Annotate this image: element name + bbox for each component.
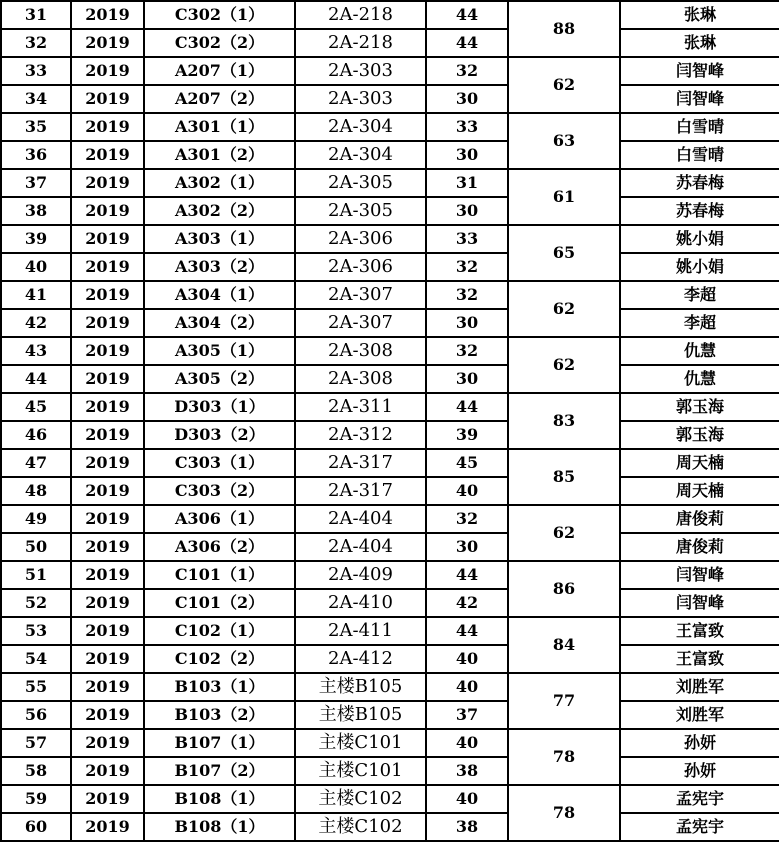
year-cell: 2019 (71, 337, 144, 365)
row-number-cell: 47 (1, 449, 71, 477)
student-count-cell: 38 (426, 757, 508, 785)
teacher-name-cell: 郭玉海 (620, 421, 779, 449)
total-count-cell: 62 (508, 57, 620, 113)
table-row (1, 645, 779, 673)
student-count-cell: 44 (426, 617, 508, 645)
teacher-name-cell: 白雪晴 (620, 113, 779, 141)
row-number-cell: 41 (1, 281, 71, 309)
student-count-cell: 37 (426, 701, 508, 729)
class-cell: B107（2） (144, 757, 295, 785)
teacher-name-cell: 刘胜军 (620, 701, 779, 729)
table-body (1, 1, 779, 841)
year-cell: 2019 (71, 225, 144, 253)
class-cell: C302（1） (144, 1, 295, 29)
table-row (1, 393, 779, 421)
room-cell: 2A-304 (295, 113, 426, 141)
row-number-cell: 50 (1, 533, 71, 561)
year-cell: 2019 (71, 309, 144, 337)
class-cell: C303（1） (144, 449, 295, 477)
room-cell: 2A-305 (295, 197, 426, 225)
student-count-cell: 33 (426, 225, 508, 253)
student-count-cell: 30 (426, 365, 508, 393)
teacher-name-cell: 郭玉海 (620, 393, 779, 421)
total-count-cell: 62 (508, 337, 620, 393)
teacher-name-cell: 张琳 (620, 29, 779, 57)
room-cell: 2A-410 (295, 589, 426, 617)
year-cell: 2019 (71, 365, 144, 393)
table-row (1, 589, 779, 617)
room-cell: 2A-307 (295, 309, 426, 337)
teacher-name-cell: 王富致 (620, 617, 779, 645)
table-row (1, 701, 779, 729)
table-row (1, 29, 779, 57)
room-cell: 主楼B105 (295, 673, 426, 701)
table-row (1, 197, 779, 225)
row-number-cell: 56 (1, 701, 71, 729)
student-count-cell: 40 (426, 673, 508, 701)
year-cell: 2019 (71, 533, 144, 561)
teacher-name-cell: 苏春梅 (620, 169, 779, 197)
teacher-name-cell: 姚小娟 (620, 253, 779, 281)
table-row (1, 729, 779, 757)
room-cell: 主楼B105 (295, 701, 426, 729)
total-count-cell: 83 (508, 393, 620, 449)
room-cell: 主楼C101 (295, 729, 426, 757)
year-cell: 2019 (71, 253, 144, 281)
row-number-cell: 39 (1, 225, 71, 253)
table-row (1, 253, 779, 281)
table-row (1, 561, 779, 589)
row-number-cell: 57 (1, 729, 71, 757)
total-count-cell: 65 (508, 225, 620, 281)
row-number-cell: 40 (1, 253, 71, 281)
teacher-name-cell: 李超 (620, 309, 779, 337)
room-cell: 2A-412 (295, 645, 426, 673)
student-count-cell: 30 (426, 141, 508, 169)
total-count-cell: 78 (508, 785, 620, 841)
table-row (1, 281, 779, 309)
room-cell: 主楼C102 (295, 813, 426, 841)
class-cell: C102（1） (144, 617, 295, 645)
room-cell: 2A-317 (295, 477, 426, 505)
table-row (1, 57, 779, 85)
class-cell: C303（2） (144, 477, 295, 505)
teacher-name-cell: 闫智峰 (620, 561, 779, 589)
row-number-cell: 42 (1, 309, 71, 337)
room-cell: 主楼C102 (295, 785, 426, 813)
class-cell: A303（1） (144, 225, 295, 253)
room-cell: 2A-312 (295, 421, 426, 449)
year-cell: 2019 (71, 701, 144, 729)
year-cell: 2019 (71, 85, 144, 113)
year-cell: 2019 (71, 1, 144, 29)
class-cell: D303（1） (144, 393, 295, 421)
teacher-name-cell: 刘胜军 (620, 673, 779, 701)
total-count-cell: 62 (508, 505, 620, 561)
year-cell: 2019 (71, 785, 144, 813)
teacher-name-cell: 唐俊莉 (620, 505, 779, 533)
class-cell: C302（2） (144, 29, 295, 57)
teacher-name-cell: 孟宪宇 (620, 813, 779, 841)
student-count-cell: 38 (426, 813, 508, 841)
row-number-cell: 36 (1, 141, 71, 169)
row-number-cell: 34 (1, 85, 71, 113)
table-row (1, 785, 779, 813)
class-cell: C102（2） (144, 645, 295, 673)
table-row (1, 813, 779, 841)
class-cell: A301（1） (144, 113, 295, 141)
table-row (1, 477, 779, 505)
total-count-cell: 88 (508, 1, 620, 57)
teacher-name-cell: 闫智峰 (620, 57, 779, 85)
row-number-cell: 52 (1, 589, 71, 617)
class-cell: A304（1） (144, 281, 295, 309)
row-number-cell: 54 (1, 645, 71, 673)
table-row (1, 617, 779, 645)
class-cell: A207（1） (144, 57, 295, 85)
table-row (1, 309, 779, 337)
student-count-cell: 32 (426, 57, 508, 85)
year-cell: 2019 (71, 281, 144, 309)
row-number-cell: 60 (1, 813, 71, 841)
year-cell: 2019 (71, 813, 144, 841)
row-number-cell: 45 (1, 393, 71, 421)
table-row (1, 1, 779, 29)
student-count-cell: 42 (426, 589, 508, 617)
student-count-cell: 44 (426, 29, 508, 57)
year-cell: 2019 (71, 29, 144, 57)
total-count-cell: 62 (508, 281, 620, 337)
year-cell: 2019 (71, 169, 144, 197)
row-number-cell: 59 (1, 785, 71, 813)
class-cell: B108（1） (144, 785, 295, 813)
table-row (1, 141, 779, 169)
student-count-cell: 40 (426, 477, 508, 505)
table-row (1, 505, 779, 533)
student-count-cell: 30 (426, 85, 508, 113)
class-cell: C101（1） (144, 561, 295, 589)
year-cell: 2019 (71, 673, 144, 701)
table-row (1, 85, 779, 113)
teacher-name-cell: 仇慧 (620, 337, 779, 365)
class-cell: A302（1） (144, 169, 295, 197)
teacher-name-cell: 张琳 (620, 1, 779, 29)
year-cell: 2019 (71, 113, 144, 141)
class-cell: A302（2） (144, 197, 295, 225)
year-cell: 2019 (71, 57, 144, 85)
total-count-cell: 86 (508, 561, 620, 617)
year-cell: 2019 (71, 645, 144, 673)
room-cell: 2A-308 (295, 365, 426, 393)
room-cell: 2A-409 (295, 561, 426, 589)
year-cell: 2019 (71, 197, 144, 225)
teacher-name-cell: 白雪晴 (620, 141, 779, 169)
room-cell: 2A-404 (295, 505, 426, 533)
year-cell: 2019 (71, 589, 144, 617)
room-cell: 2A-306 (295, 225, 426, 253)
class-cell: B108（1） (144, 813, 295, 841)
room-cell: 2A-404 (295, 533, 426, 561)
class-cell: B107（1） (144, 729, 295, 757)
teacher-name-cell: 孙妍 (620, 729, 779, 757)
year-cell: 2019 (71, 561, 144, 589)
teacher-name-cell: 孙妍 (620, 757, 779, 785)
year-cell: 2019 (71, 141, 144, 169)
room-cell: 2A-317 (295, 449, 426, 477)
row-number-cell: 31 (1, 1, 71, 29)
class-cell: A306（1） (144, 505, 295, 533)
class-cell: C101（2） (144, 589, 295, 617)
row-number-cell: 33 (1, 57, 71, 85)
row-number-cell: 37 (1, 169, 71, 197)
teacher-name-cell: 闫智峰 (620, 85, 779, 113)
table-row (1, 365, 779, 393)
table-row (1, 533, 779, 561)
row-number-cell: 53 (1, 617, 71, 645)
student-count-cell: 44 (426, 1, 508, 29)
student-count-cell: 40 (426, 729, 508, 757)
class-cell: B103（1） (144, 673, 295, 701)
student-count-cell: 32 (426, 505, 508, 533)
row-number-cell: 51 (1, 561, 71, 589)
year-cell: 2019 (71, 729, 144, 757)
row-number-cell: 43 (1, 337, 71, 365)
row-number-cell: 44 (1, 365, 71, 393)
student-count-cell: 30 (426, 533, 508, 561)
teacher-name-cell: 苏春梅 (620, 197, 779, 225)
total-count-cell: 63 (508, 113, 620, 169)
teacher-name-cell: 仇慧 (620, 365, 779, 393)
room-cell: 2A-307 (295, 281, 426, 309)
year-cell: 2019 (71, 393, 144, 421)
year-cell: 2019 (71, 421, 144, 449)
row-number-cell: 58 (1, 757, 71, 785)
table-row (1, 337, 779, 365)
class-cell: A303（2） (144, 253, 295, 281)
student-count-cell: 33 (426, 113, 508, 141)
student-count-cell: 39 (426, 421, 508, 449)
student-count-cell: 45 (426, 449, 508, 477)
total-count-cell: 78 (508, 729, 620, 785)
table-row (1, 169, 779, 197)
row-number-cell: 55 (1, 673, 71, 701)
room-cell: 2A-303 (295, 57, 426, 85)
year-cell: 2019 (71, 449, 144, 477)
room-cell: 2A-308 (295, 337, 426, 365)
row-number-cell: 46 (1, 421, 71, 449)
student-count-cell: 44 (426, 393, 508, 421)
room-cell: 2A-303 (295, 85, 426, 113)
student-count-cell: 32 (426, 281, 508, 309)
student-count-cell: 31 (426, 169, 508, 197)
student-count-cell: 32 (426, 253, 508, 281)
teacher-name-cell: 王富致 (620, 645, 779, 673)
row-number-cell: 38 (1, 197, 71, 225)
total-count-cell: 61 (508, 169, 620, 225)
total-count-cell: 85 (508, 449, 620, 505)
room-cell: 2A-304 (295, 141, 426, 169)
room-cell: 2A-311 (295, 393, 426, 421)
teacher-name-cell: 姚小娟 (620, 225, 779, 253)
room-cell: 2A-218 (295, 1, 426, 29)
table-row (1, 757, 779, 785)
row-number-cell: 35 (1, 113, 71, 141)
table-row (1, 225, 779, 253)
class-cell: A305（2） (144, 365, 295, 393)
row-number-cell: 49 (1, 505, 71, 533)
student-count-cell: 30 (426, 309, 508, 337)
student-count-cell: 40 (426, 785, 508, 813)
teacher-name-cell: 闫智峰 (620, 589, 779, 617)
room-cell: 2A-411 (295, 617, 426, 645)
teacher-name-cell: 唐俊莉 (620, 533, 779, 561)
teacher-name-cell: 李超 (620, 281, 779, 309)
room-cell: 主楼C101 (295, 757, 426, 785)
year-cell: 2019 (71, 505, 144, 533)
class-cell: A207（2） (144, 85, 295, 113)
class-cell: B103（2） (144, 701, 295, 729)
total-count-cell: 77 (508, 673, 620, 729)
class-cell: A305（1） (144, 337, 295, 365)
student-count-cell: 32 (426, 337, 508, 365)
row-number-cell: 48 (1, 477, 71, 505)
student-count-cell: 30 (426, 197, 508, 225)
table-row (1, 449, 779, 477)
class-cell: A301（2） (144, 141, 295, 169)
row-number-cell: 32 (1, 29, 71, 57)
class-cell: A306（2） (144, 533, 295, 561)
table-row (1, 421, 779, 449)
year-cell: 2019 (71, 617, 144, 645)
total-count-cell: 84 (508, 617, 620, 673)
class-cell: D303（2） (144, 421, 295, 449)
room-cell: 2A-305 (295, 169, 426, 197)
year-cell: 2019 (71, 757, 144, 785)
class-cell: A304（2） (144, 309, 295, 337)
teacher-name-cell: 孟宪宇 (620, 785, 779, 813)
table-row (1, 113, 779, 141)
student-count-cell: 40 (426, 645, 508, 673)
student-count-cell: 44 (426, 561, 508, 589)
year-cell: 2019 (71, 477, 144, 505)
teacher-name-cell: 周天楠 (620, 449, 779, 477)
room-cell: 2A-218 (295, 29, 426, 57)
room-cell: 2A-306 (295, 253, 426, 281)
table-row (1, 673, 779, 701)
teacher-name-cell: 周天楠 (620, 477, 779, 505)
